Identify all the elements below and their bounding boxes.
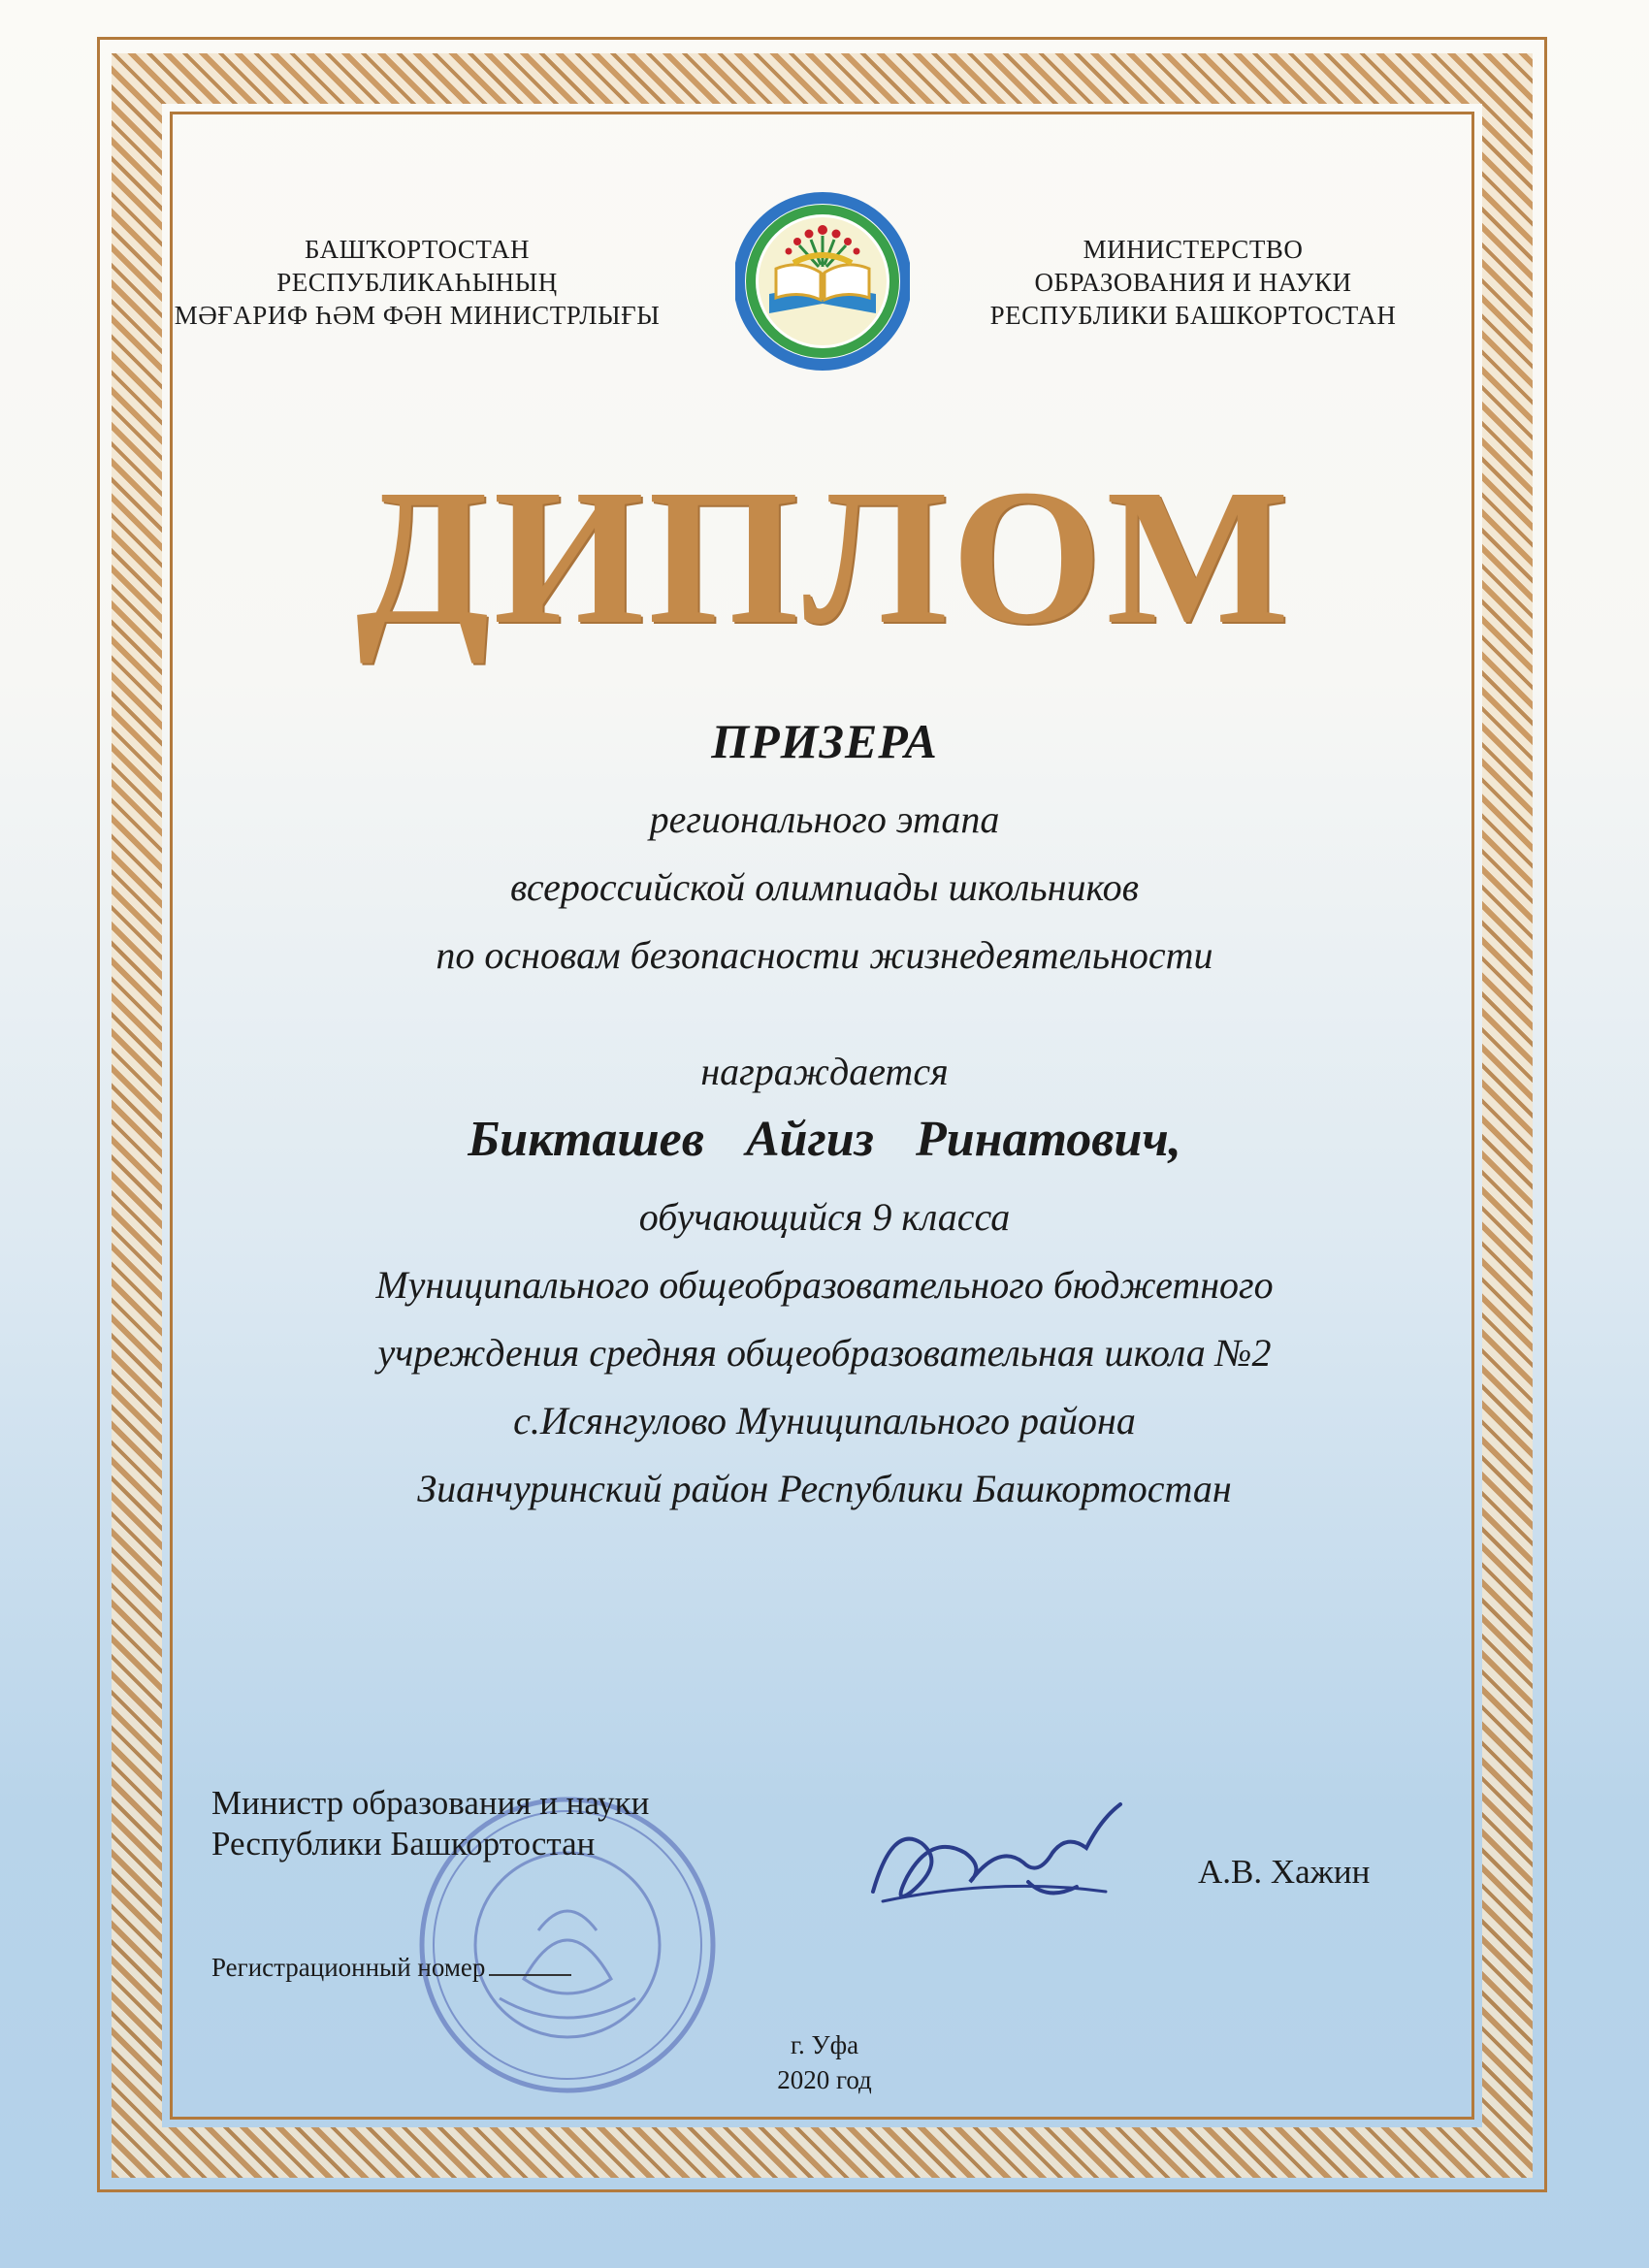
details-line: учреждения средняя общеобразовательная школа №2 xyxy=(377,1331,1272,1375)
city: г. Уфа xyxy=(790,2030,859,2059)
signer-name: А.В. Хажин xyxy=(1198,1853,1371,1891)
event-line: регионального этапа xyxy=(649,797,1000,841)
header-bashkir xyxy=(126,233,708,332)
signer-position xyxy=(211,1783,649,1864)
header-right-line: ОБРАЗОВАНИЯ И НАУКИ xyxy=(1034,268,1352,297)
header-left-line: РЕСПУБЛИКАҺЫНЫҢ xyxy=(276,268,558,297)
event-line: всероссийской олимпиады школьников xyxy=(510,865,1139,909)
signer-position-line: Республики Башкортостан xyxy=(211,1825,596,1863)
header-russian xyxy=(902,233,1484,332)
registration-number xyxy=(211,1953,571,1983)
details-line: Муниципального общеобразовательного бюджетного xyxy=(375,1263,1274,1307)
registration-blank xyxy=(489,1974,571,1976)
registration-label: Регистрационный номер xyxy=(211,1953,486,1982)
year: 2020 год xyxy=(777,2065,872,2094)
header-left-line: БАШҠОРТОСТАН xyxy=(304,235,531,264)
issue-place xyxy=(0,2027,1649,2097)
details-line: Зианчуринский район Республики Башкортостан xyxy=(417,1467,1232,1510)
header-right-line: РЕСПУБЛИКИ БАШКОРТОСТАН xyxy=(989,301,1397,330)
header-left-line: МӘҒАРИФ ҺӘМ ФӘН МИНИСТРЛЫҒЫ xyxy=(174,301,661,330)
signer-position-line: Министр образования и науки xyxy=(211,1784,650,1822)
details-line: с.Исянгулово Муниципального района xyxy=(513,1399,1136,1442)
event-line: по основам безопасности жизнедеятельности xyxy=(436,933,1213,977)
ministry-emblem-icon xyxy=(735,189,910,373)
awarded-label: награждается xyxy=(700,1050,949,1093)
handwritten-signature-icon xyxy=(854,1785,1135,1921)
prize-heading: ПРИЗЕРА xyxy=(711,714,938,768)
recipient-name: Бикташев Айгиз Ринатович, xyxy=(468,1112,1181,1167)
header-right-line: МИНИСТЕРСТВО xyxy=(1083,235,1304,264)
details-line: обучающийся 9 класса xyxy=(638,1195,1011,1239)
diploma-title: ДИПЛОМ xyxy=(355,450,1294,664)
